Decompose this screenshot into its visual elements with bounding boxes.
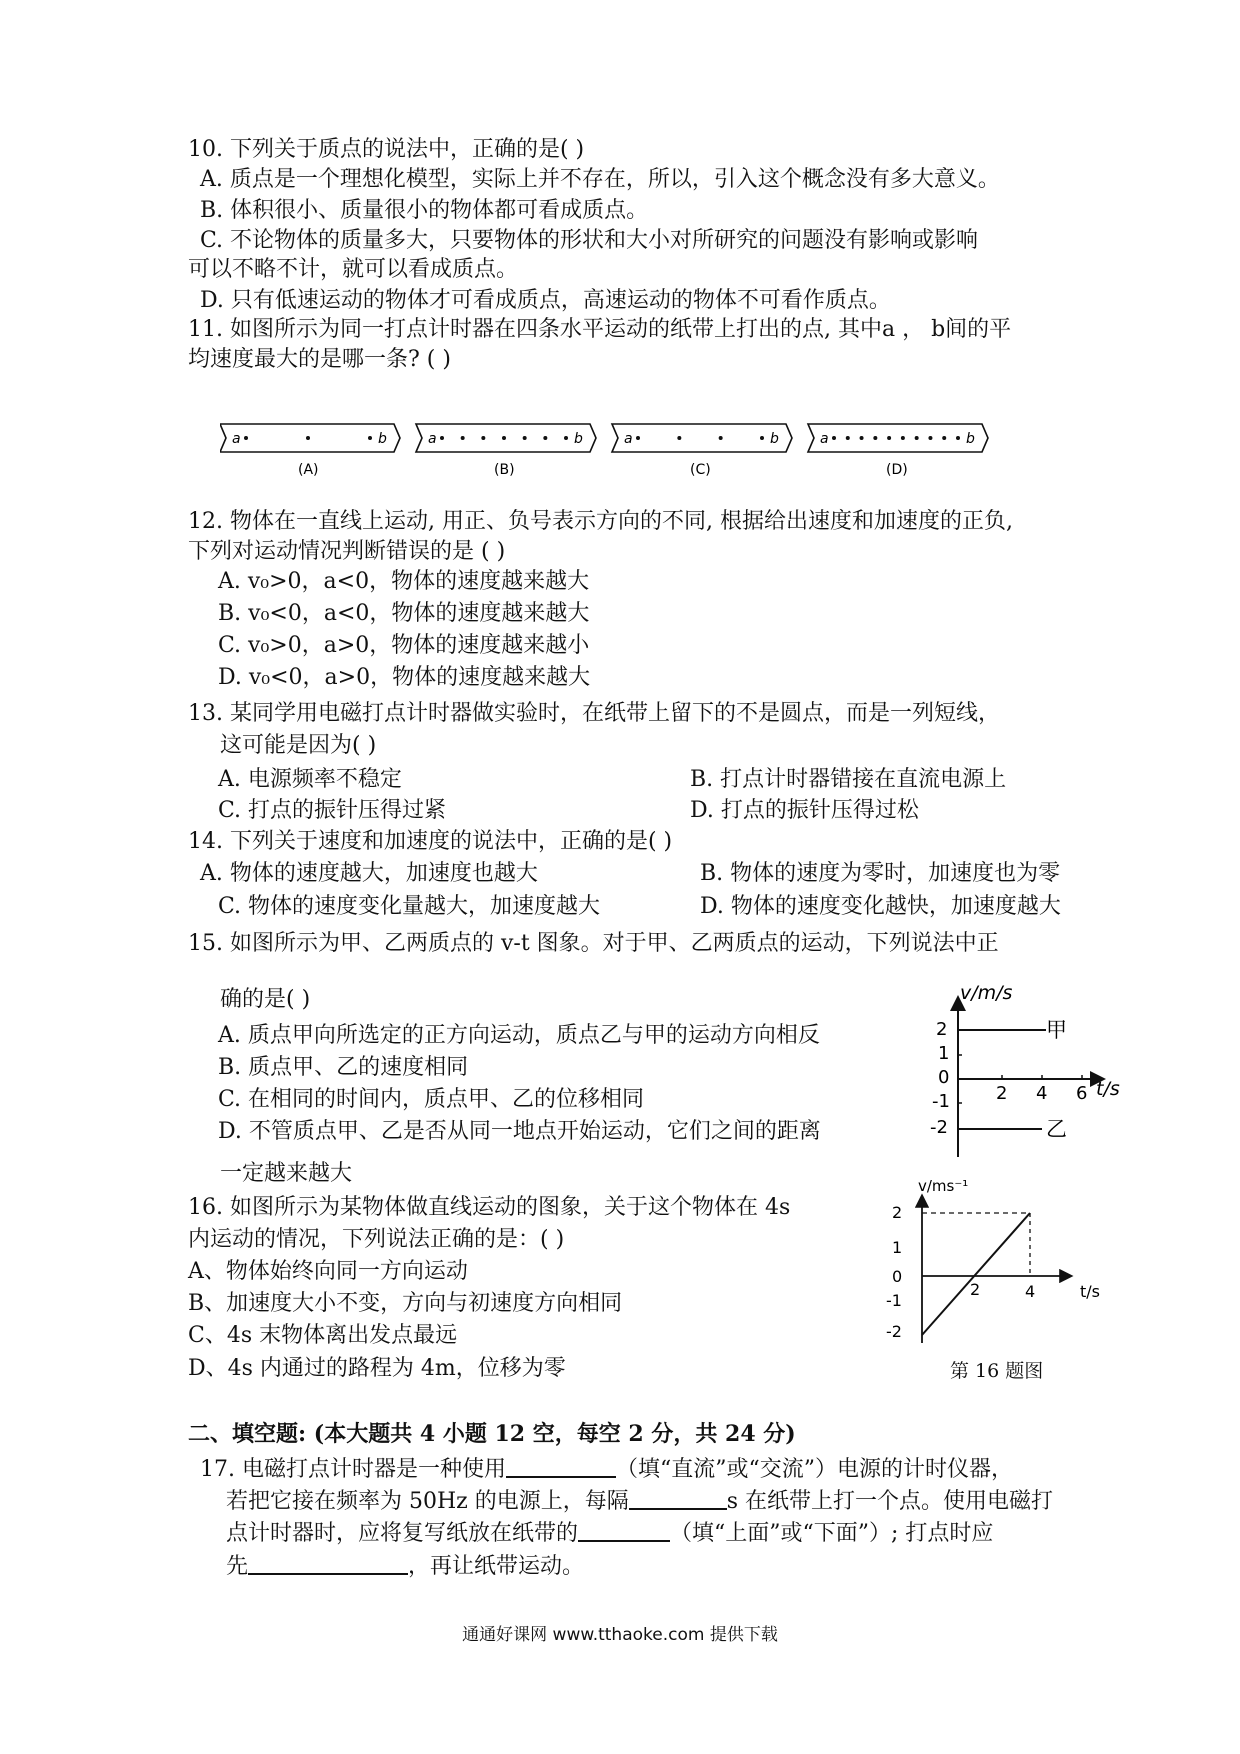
q16-figure-caption: 第 16 题图: [950, 1360, 1044, 1382]
q13-option-d: D. 打点的振针压得过松: [690, 798, 919, 823]
tape-label: (C): [690, 462, 711, 478]
q15-option-d-cont: 一定越来越大: [220, 1161, 353, 1186]
q15-xtick-4: 4: [1036, 1083, 1048, 1104]
q17-line-4: [226, 1551, 584, 1581]
q12-stem-cont: 下列对运动情况判断错误的是 ( ): [188, 539, 506, 564]
q16-xtick-4: 4: [1025, 1282, 1036, 1301]
q17-text-4b: ，再让纸带运动。: [408, 1554, 585, 1579]
q17-blank-3[interactable]: [578, 1518, 670, 1542]
tape-point-b-label: b: [966, 431, 975, 447]
q14-option-c: C. 物体的速度变化量越大，加速度越大: [218, 894, 601, 919]
q13-stem-cont: 这可能是因为( ): [220, 733, 377, 758]
q10-option-c-cont: 可以不略不计，就可以看成质点。: [188, 257, 519, 282]
q10-option-a: A. 质点是一个理想化模型，实际上并不存在，所以，引入这个概念没有多大意义。: [200, 167, 1000, 192]
tape-dot: [523, 436, 527, 440]
tape-point-b-label: b: [378, 431, 387, 447]
q12-stem: 12. 物体在一直线上运动, 用正、负号表示方向的不同, 根据给出速度和加速度的正负,: [188, 509, 1013, 534]
paper-tape-3: [612, 424, 792, 478]
q14-stem: 14. 下列关于速度和加速度的说法中，正确的是( ): [188, 829, 673, 854]
tape-dot: [901, 436, 905, 440]
tape-dot: [543, 436, 547, 440]
paper-tape-4: [808, 424, 988, 478]
q17-text-1a: 17. 电磁打点计时器是一种使用: [200, 1457, 506, 1482]
q10-option-b: B. 体积很小、质量很小的物体都可看成质点。: [200, 198, 649, 223]
q10-option-d: D. 只有低速运动的物体才可看成质点，高速运动的物体不可看作质点。: [200, 288, 891, 313]
q16-option-a: A、物体始终向同一方向运动: [188, 1259, 468, 1284]
tape-label: (D): [886, 462, 908, 478]
q15-option-c: C. 在相同的时间内，质点甲、乙的位移相同: [218, 1087, 645, 1112]
q14-option-d: D. 物体的速度变化越快，加速度越大: [700, 894, 1061, 919]
q15-stem-cont: 确的是( ): [220, 987, 311, 1012]
q10-option-c: C. 不论物体的质量多大，只要物体的形状和大小对所研究的问题没有影响或影响: [200, 228, 979, 253]
q15-stem: 15. 如图所示为甲、乙两质点的 v-t 图象。对于甲、乙两质点的运动，下列说法中正: [188, 931, 999, 956]
q16-ytick-neg2: -2: [886, 1322, 902, 1341]
paper-tape-1: [220, 424, 400, 478]
q15-ytick-2: 2: [936, 1019, 948, 1040]
tape-dot: [502, 436, 506, 440]
q16-option-b: B、加速度大小不变，方向与初速度方向相同: [188, 1291, 623, 1316]
tape-dot: [860, 436, 864, 440]
tape-dot: [915, 436, 919, 440]
q17-text-3b: （填“上面”或“下面”）; 打点时应: [670, 1521, 994, 1546]
q17-text-3a: 点计时器时，应将复写纸放在纸带的: [226, 1521, 579, 1546]
q16-ytick-0: 0: [892, 1267, 903, 1286]
tape-label: (A): [298, 462, 319, 478]
q13-option-c: C. 打点的振针压得过紧: [218, 798, 447, 823]
q15-ytick-0: 0: [938, 1067, 950, 1088]
tape-dot: [832, 436, 836, 440]
q11-stem-cont: 均速度最大的是哪一条? ( ): [188, 347, 451, 372]
q17-text-1b: （填“直流”或“交流”）电源的计时仪器，: [615, 1457, 1013, 1482]
q10-stem: 10. 下列关于质点的说法中，正确的是( ): [188, 137, 585, 162]
q15-xtick-6: 6: [1076, 1083, 1088, 1104]
tape-point-a-label: a: [624, 431, 633, 447]
tape-point-b-label: b: [770, 431, 779, 447]
tape-dot: [719, 436, 723, 440]
vt-graph-q16: [870, 1175, 1130, 1345]
tape-dot: [677, 436, 681, 440]
q15-ytick-neg2: -2: [930, 1117, 948, 1138]
footer-source: 通通好课网 www.tthaoke.com 提供下载: [462, 1625, 778, 1645]
q15-label-jia: 甲: [1046, 1018, 1067, 1042]
q16-stem-cont: 内运动的情况，下列说法正确的是：( ): [188, 1227, 565, 1252]
q13-option-a: A. 电源频率不稳定: [218, 767, 402, 792]
q17-text-2a: 若把它接在频率为 50Hz 的电源上，每隔: [226, 1489, 629, 1514]
tape-point-a-label: a: [232, 431, 241, 447]
q16-x-axis-label: t/s: [1080, 1282, 1100, 1301]
tape-point-a-label: a: [428, 431, 437, 447]
q17-blank-1[interactable]: [506, 1454, 616, 1478]
q17-blank-4[interactable]: [248, 1551, 408, 1575]
q12-option-a: A. v₀>0，a<0，物体的速度越来越大: [218, 569, 590, 594]
tape-dot: [461, 436, 465, 440]
q16-option-c: C、4s 末物体离出发点最远: [188, 1323, 458, 1348]
q13-stem: 13. 某同学用电磁打点计时器做实验时，在纸带上留下的不是圆点，而是一列短线，: [188, 701, 1000, 726]
tape-dot: [942, 436, 946, 440]
q17-line-1: [200, 1454, 1013, 1484]
q15-option-d: D. 不管质点甲、乙是否从同一地点开始运动，它们之间的距离: [218, 1119, 821, 1144]
tape-dot: [887, 436, 891, 440]
q12-option-d: D. v₀<0，a>0，物体的速度越来越大: [218, 665, 591, 690]
q17-blank-2[interactable]: [629, 1486, 727, 1510]
q16-ytick-neg1: -1: [886, 1291, 902, 1310]
q17-text-4a: 先: [226, 1554, 249, 1579]
paper-tape-2: [416, 424, 596, 478]
q15-y-axis-label: v/m/s: [960, 985, 1013, 1004]
q13-option-b: B. 打点计时器错接在直流电源上: [690, 767, 1007, 792]
q15-xtick-2: 2: [996, 1083, 1008, 1104]
q16-xtick-2: 2: [970, 1280, 981, 1299]
q16-y-axis-label: v/ms⁻¹: [918, 1177, 969, 1195]
q17-text-2b: s 在纸带上打一个点。使用电磁打: [726, 1489, 1054, 1514]
q16-velocity-line: [922, 1213, 1030, 1335]
q16-stem: 16. 如图所示为某物体做直线运动的图象，关于这个物体在 4s: [188, 1195, 791, 1220]
section-2-title: 二、填空题: (本大题共 4 小题 12 空，每空 2 分，共 24 分): [188, 1421, 796, 1447]
q16-ytick-1: 1: [892, 1238, 903, 1257]
q15-option-a: A. 质点甲向所选定的正方向运动，质点乙与甲的运动方向相反: [218, 1023, 820, 1048]
q17-line-2: [226, 1486, 1053, 1516]
tape-dot: [368, 436, 372, 440]
tape-dot: [244, 436, 248, 440]
tape-dot: [440, 436, 444, 440]
tape-dot: [564, 436, 568, 440]
q17-line-3: [226, 1518, 993, 1548]
tape-dot: [928, 436, 932, 440]
q14-option-b: B. 物体的速度为零时，加速度也为零: [700, 861, 1061, 886]
tape-point-a-label: a: [820, 431, 829, 447]
tape-dot: [846, 436, 850, 440]
q16-ytick-2: 2: [892, 1203, 903, 1222]
q11-stem: 11. 如图所示为同一打点计时器在四条水平运动的纸带上打出的点, 其中a ， b间的平: [188, 317, 1012, 342]
q12-option-b: B. v₀<0，a<0，物体的速度越来越大: [218, 601, 590, 626]
tape-dot: [636, 436, 640, 440]
tape-dot: [873, 436, 877, 440]
q15-ytick-1: 1: [938, 1043, 950, 1064]
q12-option-c: C. v₀>0，a>0，物体的速度越来越小: [218, 633, 590, 658]
tape-dot: [481, 436, 485, 440]
vt-graph-q15: [920, 985, 1130, 1160]
q15-option-b: B. 质点甲、乙的速度相同: [218, 1055, 469, 1080]
tape-label: (B): [494, 462, 515, 478]
tape-dot: [956, 436, 960, 440]
q15-label-yi: 乙: [1046, 1117, 1067, 1141]
tape-dot: [760, 436, 764, 440]
tape-point-b-label: b: [574, 431, 583, 447]
paper-tapes-figure: [220, 420, 1070, 482]
tape-dot: [306, 436, 310, 440]
q16-option-d: D、4s 内通过的路程为 4m，位移为零: [188, 1356, 566, 1381]
q15-x-axis-label: t/s: [1096, 1078, 1120, 1100]
q15-ytick-neg1: -1: [932, 1091, 950, 1112]
q14-option-a: A. 物体的速度越大，加速度也越大: [200, 861, 538, 886]
